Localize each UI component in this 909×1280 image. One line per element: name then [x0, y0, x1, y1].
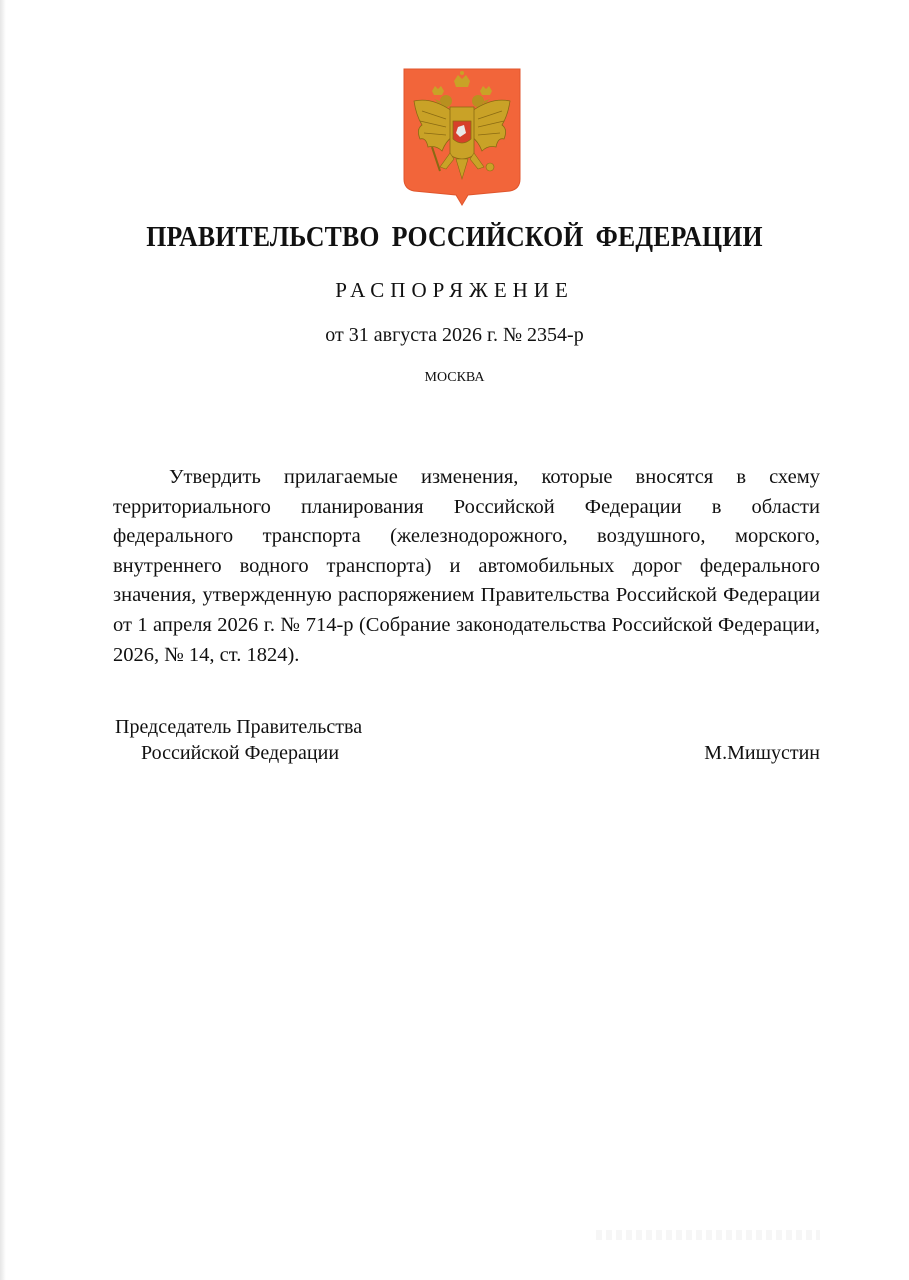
document-city: МОСКВА: [424, 370, 485, 385]
signer-position-line1: Председатель Правительства: [115, 716, 363, 738]
document-date-number: от 31 августа 2026 г. № 2354-р: [325, 324, 584, 346]
document-type: РАСПОРЯЖЕНИЕ: [335, 278, 574, 302]
decree-body-text: Утвердить прилагаемые изменения, которые вносятся в схему территориального планирования Российской Федерации в области федерального транспорта (железнодорожного, воздушного, морского, внутреннего водного транспорта) и автомобильных дорог федерального значения, утвержденную распоряжением Правительства Российской Федерации от 1 апреля 2026 г. № 714-р (Собрание законодательства Российской Федерации, 2026, № 14, ст. 1824).: [113, 466, 820, 666]
russian-coat-of-arms-icon: [402, 67, 522, 207]
faint-watermark: [596, 1230, 820, 1240]
page-edge-shadow: [0, 0, 6, 1280]
government-title: ПРАВИТЕЛЬСТВО РОССИЙСКОЙ ФЕДЕРАЦИИ: [146, 222, 763, 253]
signer-position-line2: Российской Федерации: [141, 742, 340, 764]
signer-name: М.Мишустин: [704, 742, 820, 764]
